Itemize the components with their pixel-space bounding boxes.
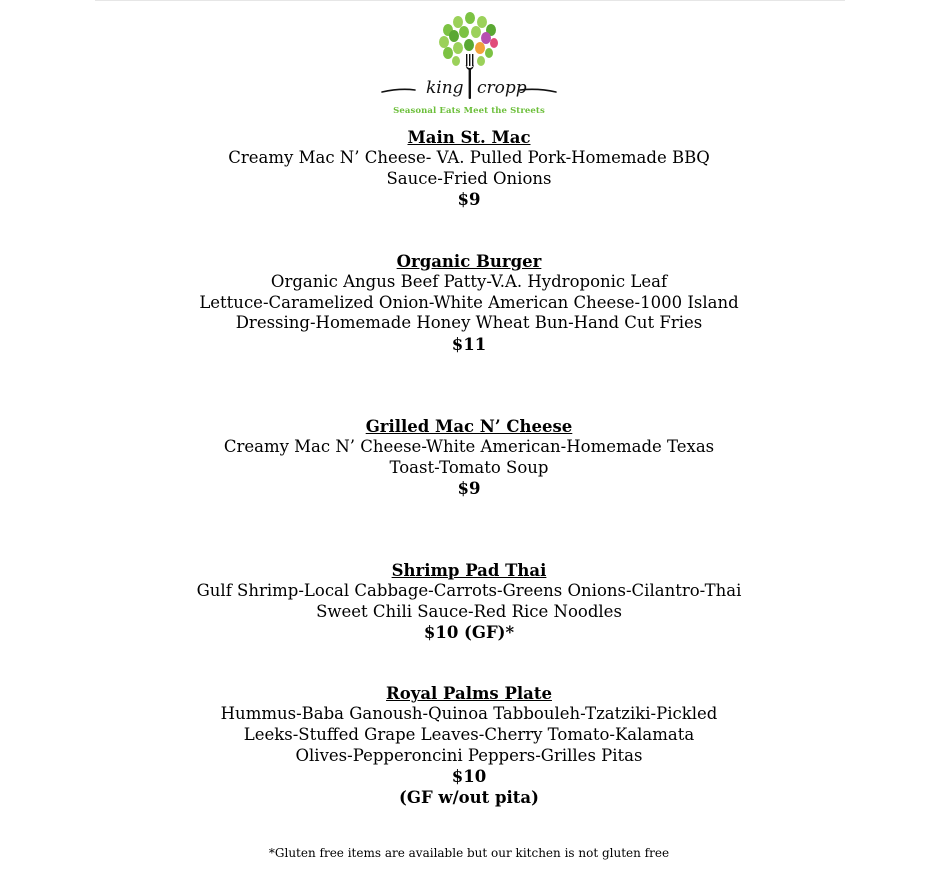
menu-item-main-st-mac: [0, 128, 938, 210]
description-line: Creamy Mac N’ Cheese-White American-Homemade Texas: [223, 436, 715, 456]
menu-item-shrimp-pad-thai: [0, 561, 938, 643]
menu-item-price: $10: [451, 767, 487, 787]
description-line: Hummus-Baba Ganoush-Quinoa Tabbouleh-Tzatziki-Pickled: [220, 704, 718, 724]
menu-item-name: Organic Burger: [396, 252, 542, 272]
page-top-rule: [95, 0, 845, 1]
description-line: Olives-Pepperoncini Peppers-Grilles Pitas: [295, 745, 643, 765]
menu-item-price: $10 (GF)*: [423, 623, 515, 643]
menu-item-price: $9: [457, 479, 481, 499]
menu-item-description: [0, 437, 938, 478]
fork-icon: [466, 54, 475, 99]
gluten-free-footnote: *Gluten free items are available but our kitchen is not gluten free: [268, 846, 670, 860]
menu-item-description: [0, 148, 938, 189]
description-line: Dressing-Homemade Honey Wheat Bun-Hand Cut Fries: [235, 313, 703, 333]
leaf-canopy-icon: [439, 12, 498, 66]
menu-item-price: $9: [457, 190, 481, 210]
logo-text-cropp: cropp: [477, 78, 527, 98]
menu-item-price: $11: [451, 334, 487, 354]
description-line: Creamy Mac N’ Cheese- VA. Pulled Pork-Homemade BBQ: [228, 148, 710, 167]
tree-fork-logo-icon: [370, 8, 570, 108]
description-line: Lettuce-Caramelized Onion-White American Cheese-1000 Island: [199, 292, 739, 312]
menu-item-organic-burger: [0, 252, 938, 355]
logo-text-king: king: [426, 78, 464, 98]
menu-list: [0, 128, 938, 808]
tagline: Seasonal Eats Meet the Streets: [393, 106, 545, 116]
menu-item-royal-palms-plate: [0, 684, 938, 808]
description-line: Organic Angus Beef Patty-V.A. Hydroponic Leaf: [270, 272, 668, 292]
description-line: Leeks-Stuffed Grape Leaves-Cherry Tomato-Kalamata: [243, 724, 695, 744]
description-line: Gulf Shrimp-Local Cabbage-Carrots-Greens Onions-Cilantro-Thai: [196, 581, 742, 601]
menu-item-description: [0, 581, 938, 622]
description-line: Sweet Chili Sauce-Red Rice Noodles: [316, 601, 622, 621]
menu-item-grilled-mac-n-cheese: [0, 417, 938, 499]
menu-item-description: [0, 704, 938, 766]
menu-item-price-note: (GF w/out pita): [399, 788, 539, 808]
description-line: Sauce-Fried Onions: [386, 168, 552, 188]
menu-item-name: Shrimp Pad Thai: [391, 561, 547, 581]
menu-item-name: Royal Palms Plate: [386, 684, 552, 704]
menu-item-description: [0, 272, 938, 334]
description-line: Toast-Tomato Soup: [389, 457, 549, 477]
menu-item-name: Main St. Mac: [407, 128, 531, 147]
menu-item-name: Grilled Mac N’ Cheese: [365, 416, 573, 436]
